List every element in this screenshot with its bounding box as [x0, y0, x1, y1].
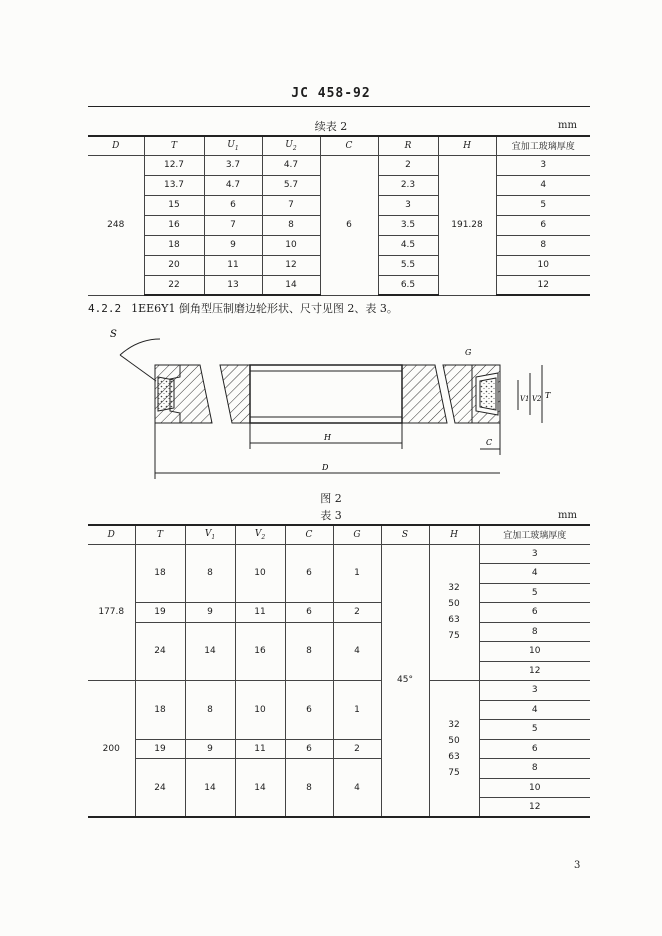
table3-cell: 12	[479, 798, 590, 818]
label-H: H	[324, 433, 331, 442]
table2-cell: 13.7	[144, 175, 204, 195]
table2-cell: 4.7	[204, 175, 262, 195]
table3-header-V1: $V_1$	[185, 525, 235, 544]
table2-cell: 16	[144, 215, 204, 235]
table3-cell: 11	[235, 603, 285, 623]
table3-header-C: C	[285, 525, 333, 544]
h-value: 50	[448, 599, 460, 610]
table3-cell: 6	[285, 739, 333, 759]
h-value: 32	[448, 583, 460, 594]
table2-cell: 4	[496, 175, 590, 195]
table3-cell: 2	[333, 739, 381, 759]
table2-cell: 2	[378, 155, 438, 175]
table2-cell: 14	[262, 275, 320, 295]
table2-header-T: T	[144, 136, 204, 155]
table3	[88, 524, 590, 818]
table3-cell: 8	[185, 544, 235, 603]
table2-header-U1: $U_1$	[204, 136, 262, 155]
label-V1: V1	[520, 395, 530, 403]
center-bore	[250, 365, 402, 423]
table3-cell: 9	[185, 739, 235, 759]
table3-header-V2: $V_2$	[235, 525, 285, 544]
table2-cell: 10	[496, 255, 590, 275]
table3-cell: 3	[479, 544, 590, 564]
table3-cell: 12	[479, 661, 590, 681]
table3-cell: 6	[285, 603, 333, 623]
label-G: G	[465, 348, 472, 357]
table3-cell: 4	[479, 700, 590, 720]
table3-cell-D: 200	[88, 681, 135, 818]
table3-cell: 14	[235, 759, 285, 818]
table3-cell: 10	[235, 544, 285, 603]
table2-cell: 4.5	[378, 235, 438, 255]
label-C: C	[486, 438, 493, 447]
table3-cell: 14	[185, 759, 235, 818]
table3-cell: 19	[135, 739, 185, 759]
table2-cell: 12	[496, 275, 590, 295]
table3-cell: 3	[479, 681, 590, 701]
table3-cell: 14	[185, 622, 235, 681]
table2-cell: 9	[204, 235, 262, 255]
table3-header-glass: 宜加工玻璃厚度	[479, 525, 590, 544]
table2-cell: 5.5	[378, 255, 438, 275]
table3-cell: 8	[479, 759, 590, 779]
right-inner-hatch	[402, 365, 447, 423]
table3-cell: 10	[235, 681, 285, 740]
table3-cell-H-group1	[429, 544, 479, 681]
table-row	[88, 622, 590, 642]
table3-cell: 8	[285, 759, 333, 818]
page-number: 3	[574, 860, 581, 871]
table3-cell-S: 45°	[381, 544, 429, 817]
table2-cell-H: 191.28	[438, 155, 496, 295]
table2-cell: 18	[144, 235, 204, 255]
document-code: JC 458-92	[291, 86, 371, 101]
table2-cell: 20	[144, 255, 204, 275]
table3-cell: 6	[479, 603, 590, 623]
table3-cell: 24	[135, 759, 185, 818]
table3-cell: 8	[285, 622, 333, 681]
table3-cell-H-group2	[429, 681, 479, 818]
table3-cell: 9	[185, 603, 235, 623]
table2-header-D: D	[88, 136, 144, 155]
table3-cell: 10	[479, 778, 590, 798]
table3-cell: 4	[333, 622, 381, 681]
right-abrasive	[480, 378, 496, 410]
section-text: 1EE6Y1 倒角型压制磨边轮形状、尺寸见图 2、表 3。	[131, 302, 398, 315]
table2-cell: 11	[204, 255, 262, 275]
right-hatch-section	[443, 365, 472, 423]
table2	[88, 135, 590, 296]
table3-cell: 2	[333, 603, 381, 623]
table2-cell: 12.7	[144, 155, 204, 175]
table2-header-R: R	[378, 136, 438, 155]
table2-cell: 7	[262, 195, 320, 215]
table2-header-row	[88, 136, 590, 155]
figure-2-caption: 图 2	[320, 492, 342, 505]
table-row	[88, 544, 590, 564]
table2-unit: mm	[558, 120, 577, 131]
table2-header-C: C	[320, 136, 378, 155]
table3-cell: 5	[479, 720, 590, 740]
table3-cell: 1	[333, 681, 381, 740]
table3-cell: 8	[185, 681, 235, 740]
label-D: D	[322, 463, 329, 472]
table2-header-H: H	[438, 136, 496, 155]
table2-cell: 3.5	[378, 215, 438, 235]
table2-cell: 13	[204, 275, 262, 295]
header-rule	[88, 106, 590, 107]
h-value: 50	[448, 735, 460, 746]
h-value: 32	[448, 719, 460, 730]
section-number: 4.2.2	[88, 302, 122, 315]
table3-cell: 19	[135, 603, 185, 623]
label-S: S	[110, 329, 117, 340]
table3-header-row	[88, 525, 590, 544]
table3-cell: 6	[479, 739, 590, 759]
table3-header-T: T	[135, 525, 185, 544]
table3-cell: 18	[135, 544, 185, 603]
table2-cell: 4.7	[262, 155, 320, 175]
table3-cell: 4	[479, 564, 590, 584]
table3-header-G: G	[333, 525, 381, 544]
table2-header-glass: 宜加工玻璃厚度	[496, 136, 590, 155]
table3-cell: 11	[235, 739, 285, 759]
table2-cell-C: 6	[320, 155, 378, 295]
h-value: 75	[448, 631, 460, 642]
table2-cell: 3.7	[204, 155, 262, 175]
table3-cell: 6	[285, 681, 333, 740]
table2-cell: 3	[378, 195, 438, 215]
table3-cell: 4	[333, 759, 381, 818]
table2-cell: 10	[262, 235, 320, 255]
table2-title: 续表 2	[314, 120, 348, 133]
h-value: 75	[448, 767, 460, 778]
table2-cell: 6	[496, 215, 590, 235]
left-abrasive	[158, 377, 174, 411]
table3-cell-D: 177.8	[88, 544, 135, 681]
table-row	[88, 155, 590, 175]
table3-header-D: D	[88, 525, 135, 544]
table-row	[88, 759, 590, 779]
table2-cell: 2.3	[378, 175, 438, 195]
table3-header-H: H	[429, 525, 479, 544]
table2-cell: 15	[144, 195, 204, 215]
table3-cell: 5	[479, 583, 590, 603]
table2-cell: 8	[496, 235, 590, 255]
table2-cell: 6	[204, 195, 262, 215]
table2-cell: 6.5	[378, 275, 438, 295]
table3-title: 表 3	[320, 509, 342, 522]
figure-2-drawing	[100, 325, 560, 485]
table3-cell: 1	[333, 544, 381, 603]
table2-cell: 22	[144, 275, 204, 295]
table2-cell: 5	[496, 195, 590, 215]
table2-cell: 12	[262, 255, 320, 275]
label-T: T	[545, 391, 551, 400]
table3-cell: 8	[479, 622, 590, 642]
table3-cell: 16	[235, 622, 285, 681]
table-row	[88, 681, 590, 701]
table3-cell: 10	[479, 642, 590, 662]
table2-cell: 7	[204, 215, 262, 235]
table2-cell: 3	[496, 155, 590, 175]
left-inner-hatch	[220, 365, 250, 423]
table2-header-U2: $U_2$	[262, 136, 320, 155]
table2-cell: 5.7	[262, 175, 320, 195]
table3-cell: 24	[135, 622, 185, 681]
label-V2: V2	[532, 395, 542, 403]
table3-header-S: S	[381, 525, 429, 544]
table3-unit: mm	[558, 510, 577, 521]
table-row	[88, 739, 590, 759]
h-value: 63	[448, 751, 460, 762]
table3-cell: 18	[135, 681, 185, 740]
table-row	[88, 603, 590, 623]
table3-cell: 6	[285, 544, 333, 603]
h-value: 63	[448, 615, 460, 626]
table2-cell-D: 248	[88, 155, 144, 295]
table2-cell: 8	[262, 215, 320, 235]
section-paragraph	[88, 300, 398, 316]
